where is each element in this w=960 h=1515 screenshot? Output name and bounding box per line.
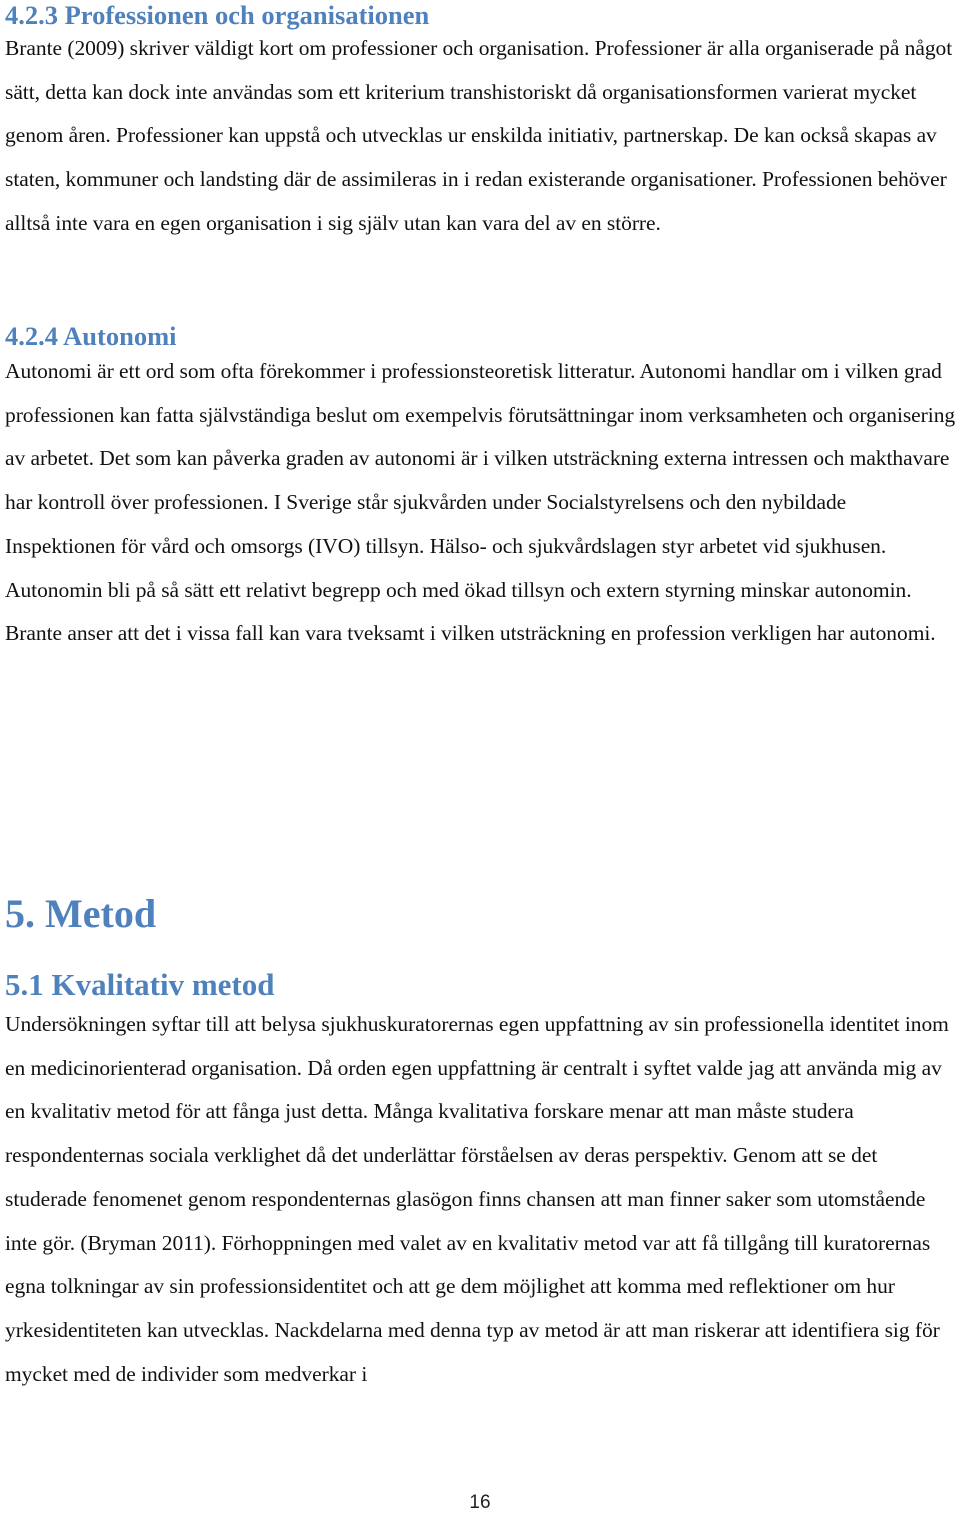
paragraph-autonomi: Autonomi är ett ord som ofta förekommer i professionsteoretisk litteratur. Autonomi handlar om i vilken grad professionen kan fatta självständiga beslut om exempelvis förutsättningar inom verksamheten och organisering av arbetet. Det som kan påverka graden av autonomi är i vilken utsträckning externa intressen och makthavare har kontroll över professionen. I Sverige står sjukvården under Socialstyrelsens och den nybildade Inspektionen för vård och omsorgs (IVO) tillsyn. Hälso- och sjukvårdslagen styr arbetet vid sjukhusen. Autonomin bli på så sätt ett relativt begrepp och med ökad tillsyn och extern styrning minskar autonomin. Brante anser att det i vissa fall kan vara tveksamt i vilken utsträckning en profession verkligen har autonomi. (5, 359, 956, 646)
section-professionen (5, 0, 429, 30)
page-number: 16 (469, 1492, 491, 1513)
paragraph-metod: Undersökningen syftar till att belysa sjukhuskuratorernas egen uppfattning av sin professionella identitet inom en medicinorienterad organisation. Då orden egen uppfattning är centralt i syftet valde jag att använda mig av en kvalitativ metod för att fånga just detta. Många kvalitativa forskare menar att man måste studera respondenternas sociala verklighet då det underlättar förståelsen av deras perspektiv. Genom att se det studerade fenomenet genom respondenternas glasögon finns chansen att man finner saker som utomstående inte gör. (Bryman 2011). Förhoppningen med valet av en kvalitativ metod var att få tillgång till kuratorernas egna tolkningar av sin professionsidentitet och att ge dem möjlighet att komma med reflektioner om hur yrkesidentiteten kan utvecklas. Nackdelarna med denna typ av metod är att man riskerar att identifiera sig för mycket med de individer som medverkar i (5, 1012, 949, 1386)
paragraph-professionen: Brante (2009) skriver väldigt kort om professioner och organisation. Professioner är alla organiserade på något sätt, detta kan dock inte användas som ett kriterium transhistoriskt då organisationsformen varierat mycket genom åren. Professioner kan uppstå och utvecklas ur enskilda initiativ, partnerskap. De kan också skapas av staten, kommuner och landsting där de assimileras in i redan existerande organisationer. Professionen behöver alltså inte vara en egen organisation i sig själv utan kan vara del av en större. (5, 36, 953, 235)
chapter-heading: 5. Metod (5, 891, 157, 936)
section-heading-autonomi: 4.2.4 Autonomi (5, 321, 177, 351)
section-heading-kvalitativ: 5.1 Kvalitativ metod (5, 967, 275, 1002)
section-heading: 4.2.3 Professionen och organisationen (5, 0, 430, 30)
